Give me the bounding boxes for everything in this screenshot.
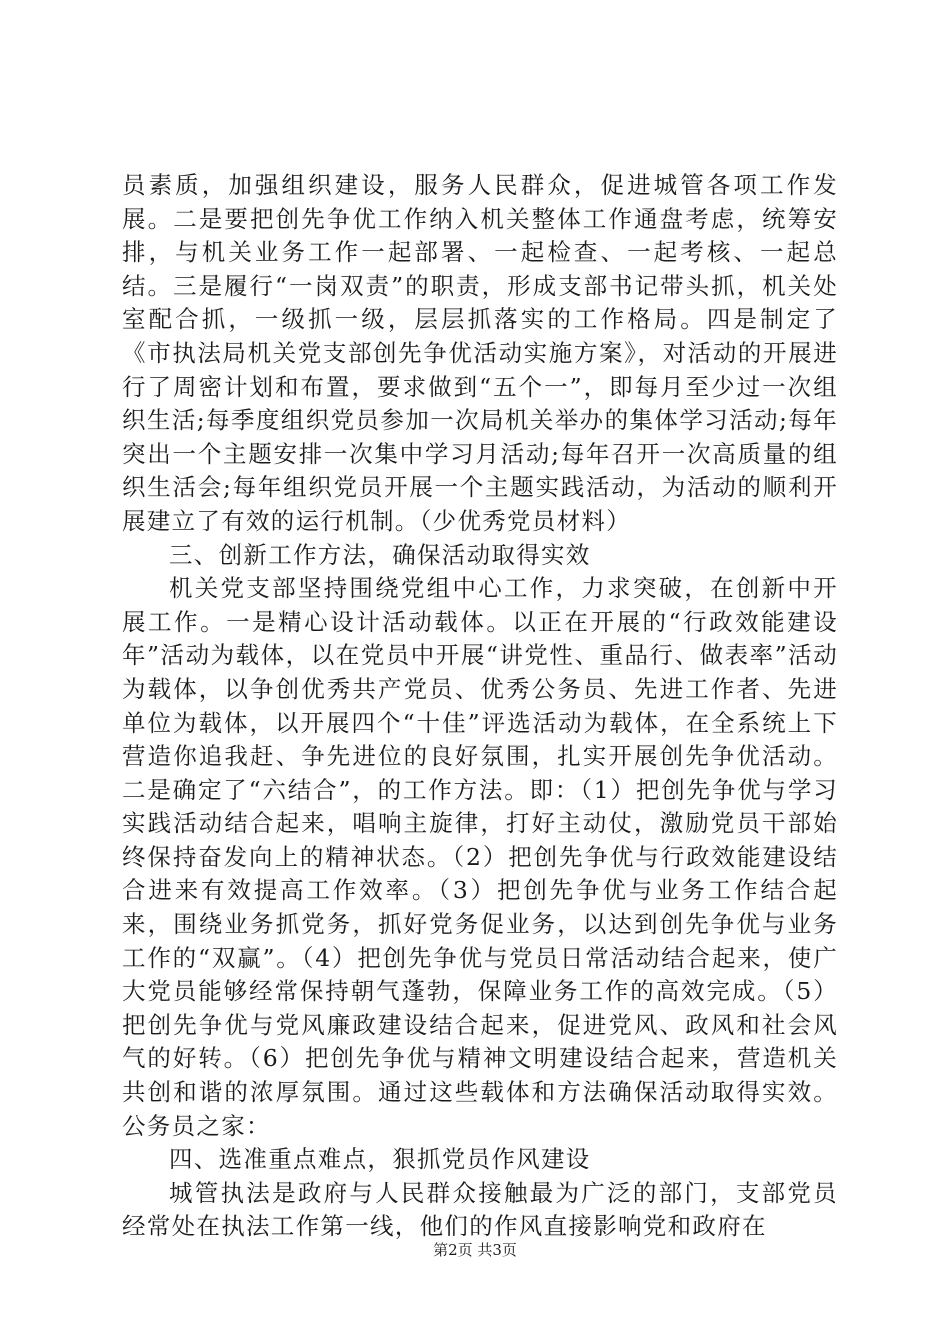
section-heading-4: 四、选准重点难点，狠抓党员作风建设	[169, 1145, 591, 1174]
paragraph-section-4: 城管执法是政府与人民群众接触最为广泛的部门，支部党员经常处在执法工作第一线，他们的作风直接影响党和政府在	[122, 1178, 838, 1241]
document-body	[122, 169, 838, 1244]
paragraph-section-3: 机关党支部坚持围绕党组中心工作，力求突破，在创新中开展工作。一是精心设计活动载体。以正在开展的“行政效能建设年”活动为载体，以在党员中开展“讲党性、重品行、做表率”活动为载体，以争创优秀共产党员、优秀公务员、先进工作者、先进单位为载体，以开展四个“十佳”评选活动为载体，在全系统上下营造你追我赶、争先进位的良好氛围，扎实开展创先争优活动。二是确定了“六结合”，的工作方法。即：（1）把创先争优与学习实践活动结合起来，唱响主旋律，打好主动仗，激励党员干部始终保持奋发向上的精神状态。（2）把创先争优与行政效能建设结合进来有效提高工作效率。（3）把创先争优与业务工作结合起来，围绕业务抓党务，抓好党务促业务，以达到创先争优与业务工作的“双赢”。（4）把创先争优与党员日常活动结合起来，使广大党员能够经常保持朝气蓬勃，保障业务工作的高效完成。（5）把创先争优与党风廉政建设结合起来，促进党风、政风和社会风气的好转。（6）把创先争优与精神文明建设结合起来，营造机关共创和谐的浓厚氛围。通过这些载体和方法确保活动取得实效。公务员之家：	[122, 574, 838, 1140]
paragraph-continuation: 员素质，加强组织建设，服务人民群众，促进城管各项工作发展。二是要把创先争优工作纳入机关整体工作通盘考虑，统筹安排，与机关业务工作一起部署、一起检查、一起考核、一起总结。三是履行“一岗双责”的职责，形成支部书记带头抓，机关处室配合抓，一级抓一级，层层抓落实的工作格局。四是制定了《市执法局机关党支部创先争优活动实施方案》，对活动的开展进行了周密计划和布置，要求做到“五个一”，即每月至少过一次组织生活;每季度组织党员参加一次局机关举办的集体学习活动;每年突出一个主题安排一次集中学习月活动;每年召开一次高质量的组织生活会;每年组织党员开展一个主题实践活动，为活动的顺利开展建立了有效的运行机制。（少优秀党员材料）	[122, 171, 838, 535]
section-heading-3: 三、创新工作方法，确保活动取得实效	[169, 540, 591, 569]
page-number-footer: 第2页 共3页	[433, 1241, 517, 1259]
